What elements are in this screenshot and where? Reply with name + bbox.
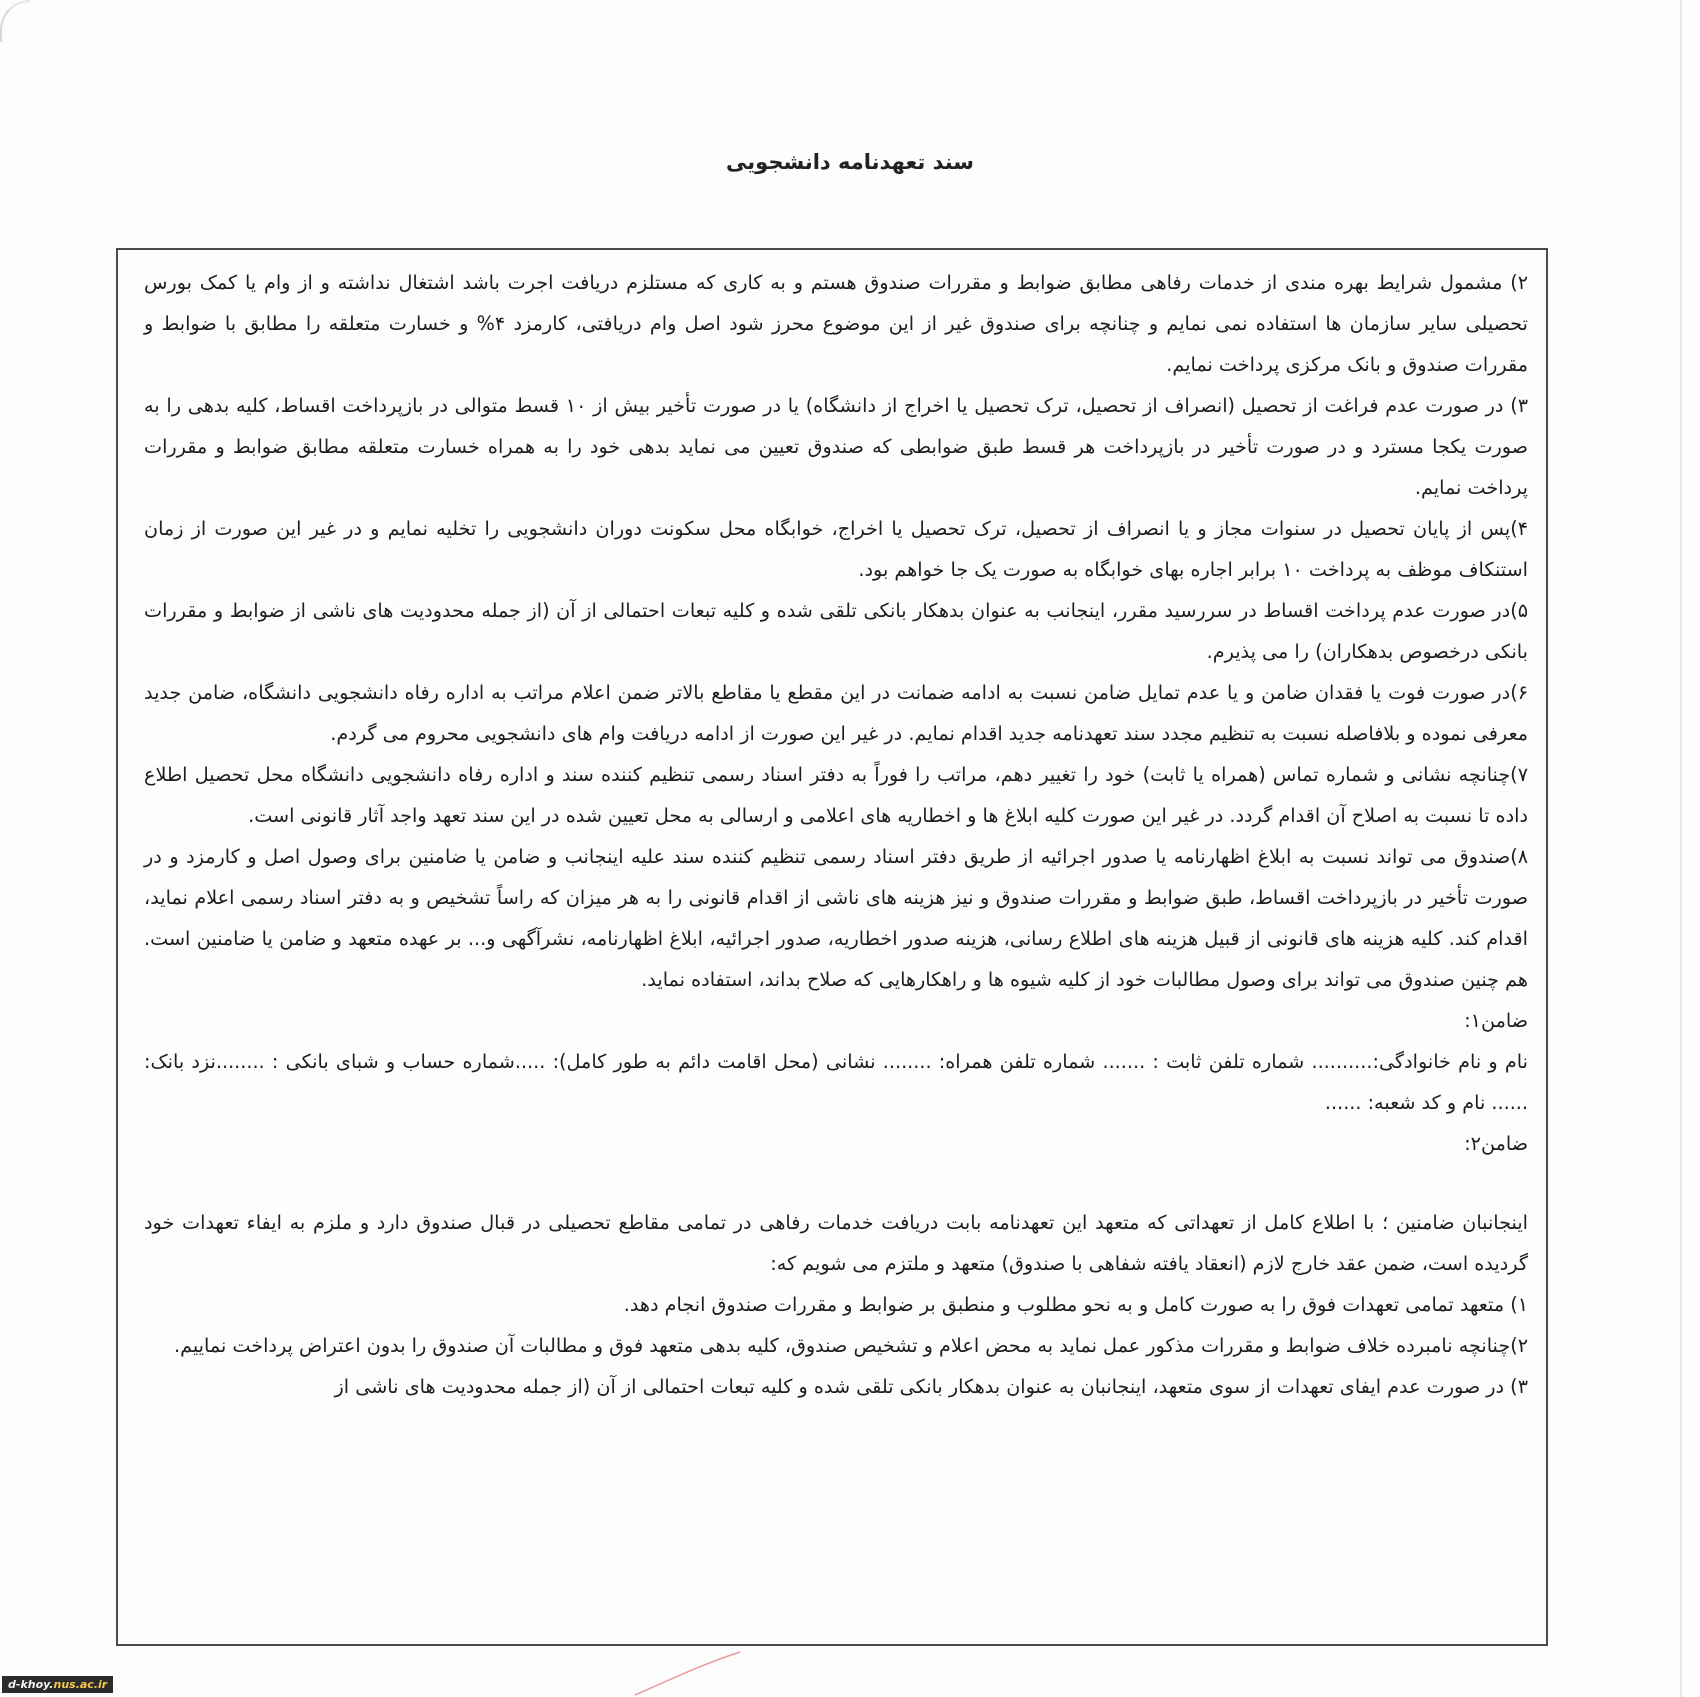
document-body-frame [116,248,1548,1646]
clause-7: ۷)چنانچه نشانی و شماره تماس (همراه یا ثابت) خود را تغییر دهم، مراتب را فوراً به دفتر اسناد رسمی تنظیم کننده سند و اداره رفاه دانشجویی دانشگاه محل تحصیل اطلاع داده تا نسبت به اصلاح آن اقدام گردد. در غیر این صورت کلیه ابلاغ ها و اخطاریه های اعلامی و ارسالی به محل تعیین شده در این سند تعهد واجد آثار قانونی است. [144,763,1528,827]
watermark-prefix: d-khoy. [8,1678,54,1691]
clause-5: ۵)در صورت عدم پرداخت اقساط در سررسید مقرر، اینجانب به عنوان بدهکار بانکی تلقی شده و کلیه تبعات احتمالی از آن (از جمله محدودیت های ناشی از ضوابط و مقررات بانکی درخصوص بدهکاران) را می پذیرم. [144,599,1528,663]
page-edge-line [1680,0,1682,1697]
guarantor-1-heading: ضامن۱: [1464,1009,1528,1032]
pen-stroke-mark [630,1650,750,1697]
clause-6: ۶)در صورت فوت یا فقدان ضامن و یا عدم تمایل ضامن نسبت به ادامه ضمانت در این مقطع یا مقاطع بالاتر ضمن اعلام مراتب به اداره رفاه دانشجویی دانشگاه، ضامن جدید معرفی نموده و بلافاصله نسبت به تنظیم مجدد سند تعهدنامه جدید اقدام نمایم. در غیر این صورت از ادامه دریافت وام های دانشجویی محروم می گردم. [144,681,1528,745]
guarantors-declaration: اینجانبان ضامنین ؛ با اطلاع کامل از تعهداتی که متعهد این تعهدنامه بابت دریافت خدمات رفاهی در تمامی مقاطع تحصیلی در قبال صندوق دارد و ملزم به ایفاء تعهدات خود گردیده است، ضمن عقد خارج لازم (انعقاد یافته شفاهی با صندوق) متعهد و ملتزم می شویم که: [144,1211,1528,1275]
clause-4: ۴)پس از پایان تحصیل در سنوات مجاز و یا انصراف از تحصیل، ترک تحصیل یا اخراج، خوابگاه محل سکونت دوران دانشجویی را تخلیه نمایم و در غیر این صورت از زمان استنکاف موظف به پرداخت ۱۰ برابر اجاره بهای خوابگاه به صورت یک جا خواهم بود. [144,517,1528,581]
watermark-suffix: nus.ac.ir [53,1678,108,1691]
clause-8: ۸)صندوق می تواند نسبت به ابلاغ اظهارنامه یا صدور اجرائیه از طریق دفتر اسناد رسمی تنظیم کننده سند علیه اینجانب و ضامن یا ضامنین برای وصول اصل و کارمزد و در صورت تأخیر در بازپرداخت اقساط، طبق ضوابط و مقررات صندوق و نیز هزینه های ناشی از اقدام قانونی را به هر میزان که راساً تشخیص و به دفتر اسناد رسمی اعلام نماید، اقدام کند. کلیه هزینه های قانونی از قبیل هزینه های اطلاع رسانی، هزینه صدور اخطاریه، صدور اجرائیه، ابلاغ اظهارنامه، نشرآگهی و... بر عهده متعهد و ضامن یا ضامنین است. هم چنین صندوق می تواند برای وصول مطالبات خود از کلیه شیوه ها و راهکارهایی که صلاح بداند، استفاده نماید. [144,845,1528,991]
guarantor-1-fields: نام و نام خانوادگی:.......... شماره تلفن ثابت : ....... شماره تلفن همراه: ........ نشانی (محل اقامت دائم به طور کامل): .....شماره حساب و شبای بانکی : ........نزد بانک: ...... نام و کد شعبه: ...... [144,1050,1528,1114]
guarantor-clause-1: ۱) متعهد تمامی تعهدات فوق را به صورت کامل و به نحو مطلوب و منطبق بر ضوابط و مقررات صندوق انجام دهد. [623,1293,1528,1316]
website-watermark [2,1676,113,1693]
clause-2: ۲) مشمول شرایط بهره مندی از خدمات رفاهی مطابق ضوابط و مقررات صندوق هستم و به کاری که مستلزم دریافت اجرت باشد اشتغال نداشته و از وام یا کمک بورس تحصیلی سایر سازمان ها استفاده نمی نمایم و چنانچه برای صندوق غیر از این موضوع محرز شود اصل وام دریافتی، کارمزد ۴% و خسارت متعلقه را مطابق با ضوابط و مقررات صندوق و بانک مرکزی پرداخت نمایم. [144,271,1528,376]
document-title: سند تعهدنامه دانشجویی [726,150,974,174]
page-corner [0,0,30,42]
guarantor-clause-3: ۳) در صورت عدم ایفای تعهدات از سوی متعهد، اینجانبان به عنوان بدهکار بانکی تلقی شده و کلیه تبعات احتمالی از آن (از جمله محدودیت های ناشی از [334,1375,1528,1398]
guarantor-2-heading: ضامن۲: [1464,1132,1528,1155]
guarantor-clause-2: ۲)چنانچه نامبرده خلاف ضوابط و مقررات مذکور عمل نماید به محض اعلام و تشخیص صندوق، کلیه بدهی متعهد فوق و مطالبات آن صندوق را بدون اعتراض پرداخت نماییم. [174,1334,1528,1357]
clause-3: ۳) در صورت عدم فراغت از تحصیل (انصراف از تحصیل، ترک تحصیل یا اخراج از دانشگاه) یا در صورت تأخیر بیش از ۱۰ قسط متوالی در بازپرداخت اقساط، کلیه بدهی را به صورت یکجا مسترد و در صورت تأخیر در بازپرداخت هر قسط طبق ضوابطی که صندوق تعیین می نماید بدهی خود را به همراه خسارت متعلقه مطابق ضوابط و مقررات پرداخت نمایم. [144,394,1528,499]
